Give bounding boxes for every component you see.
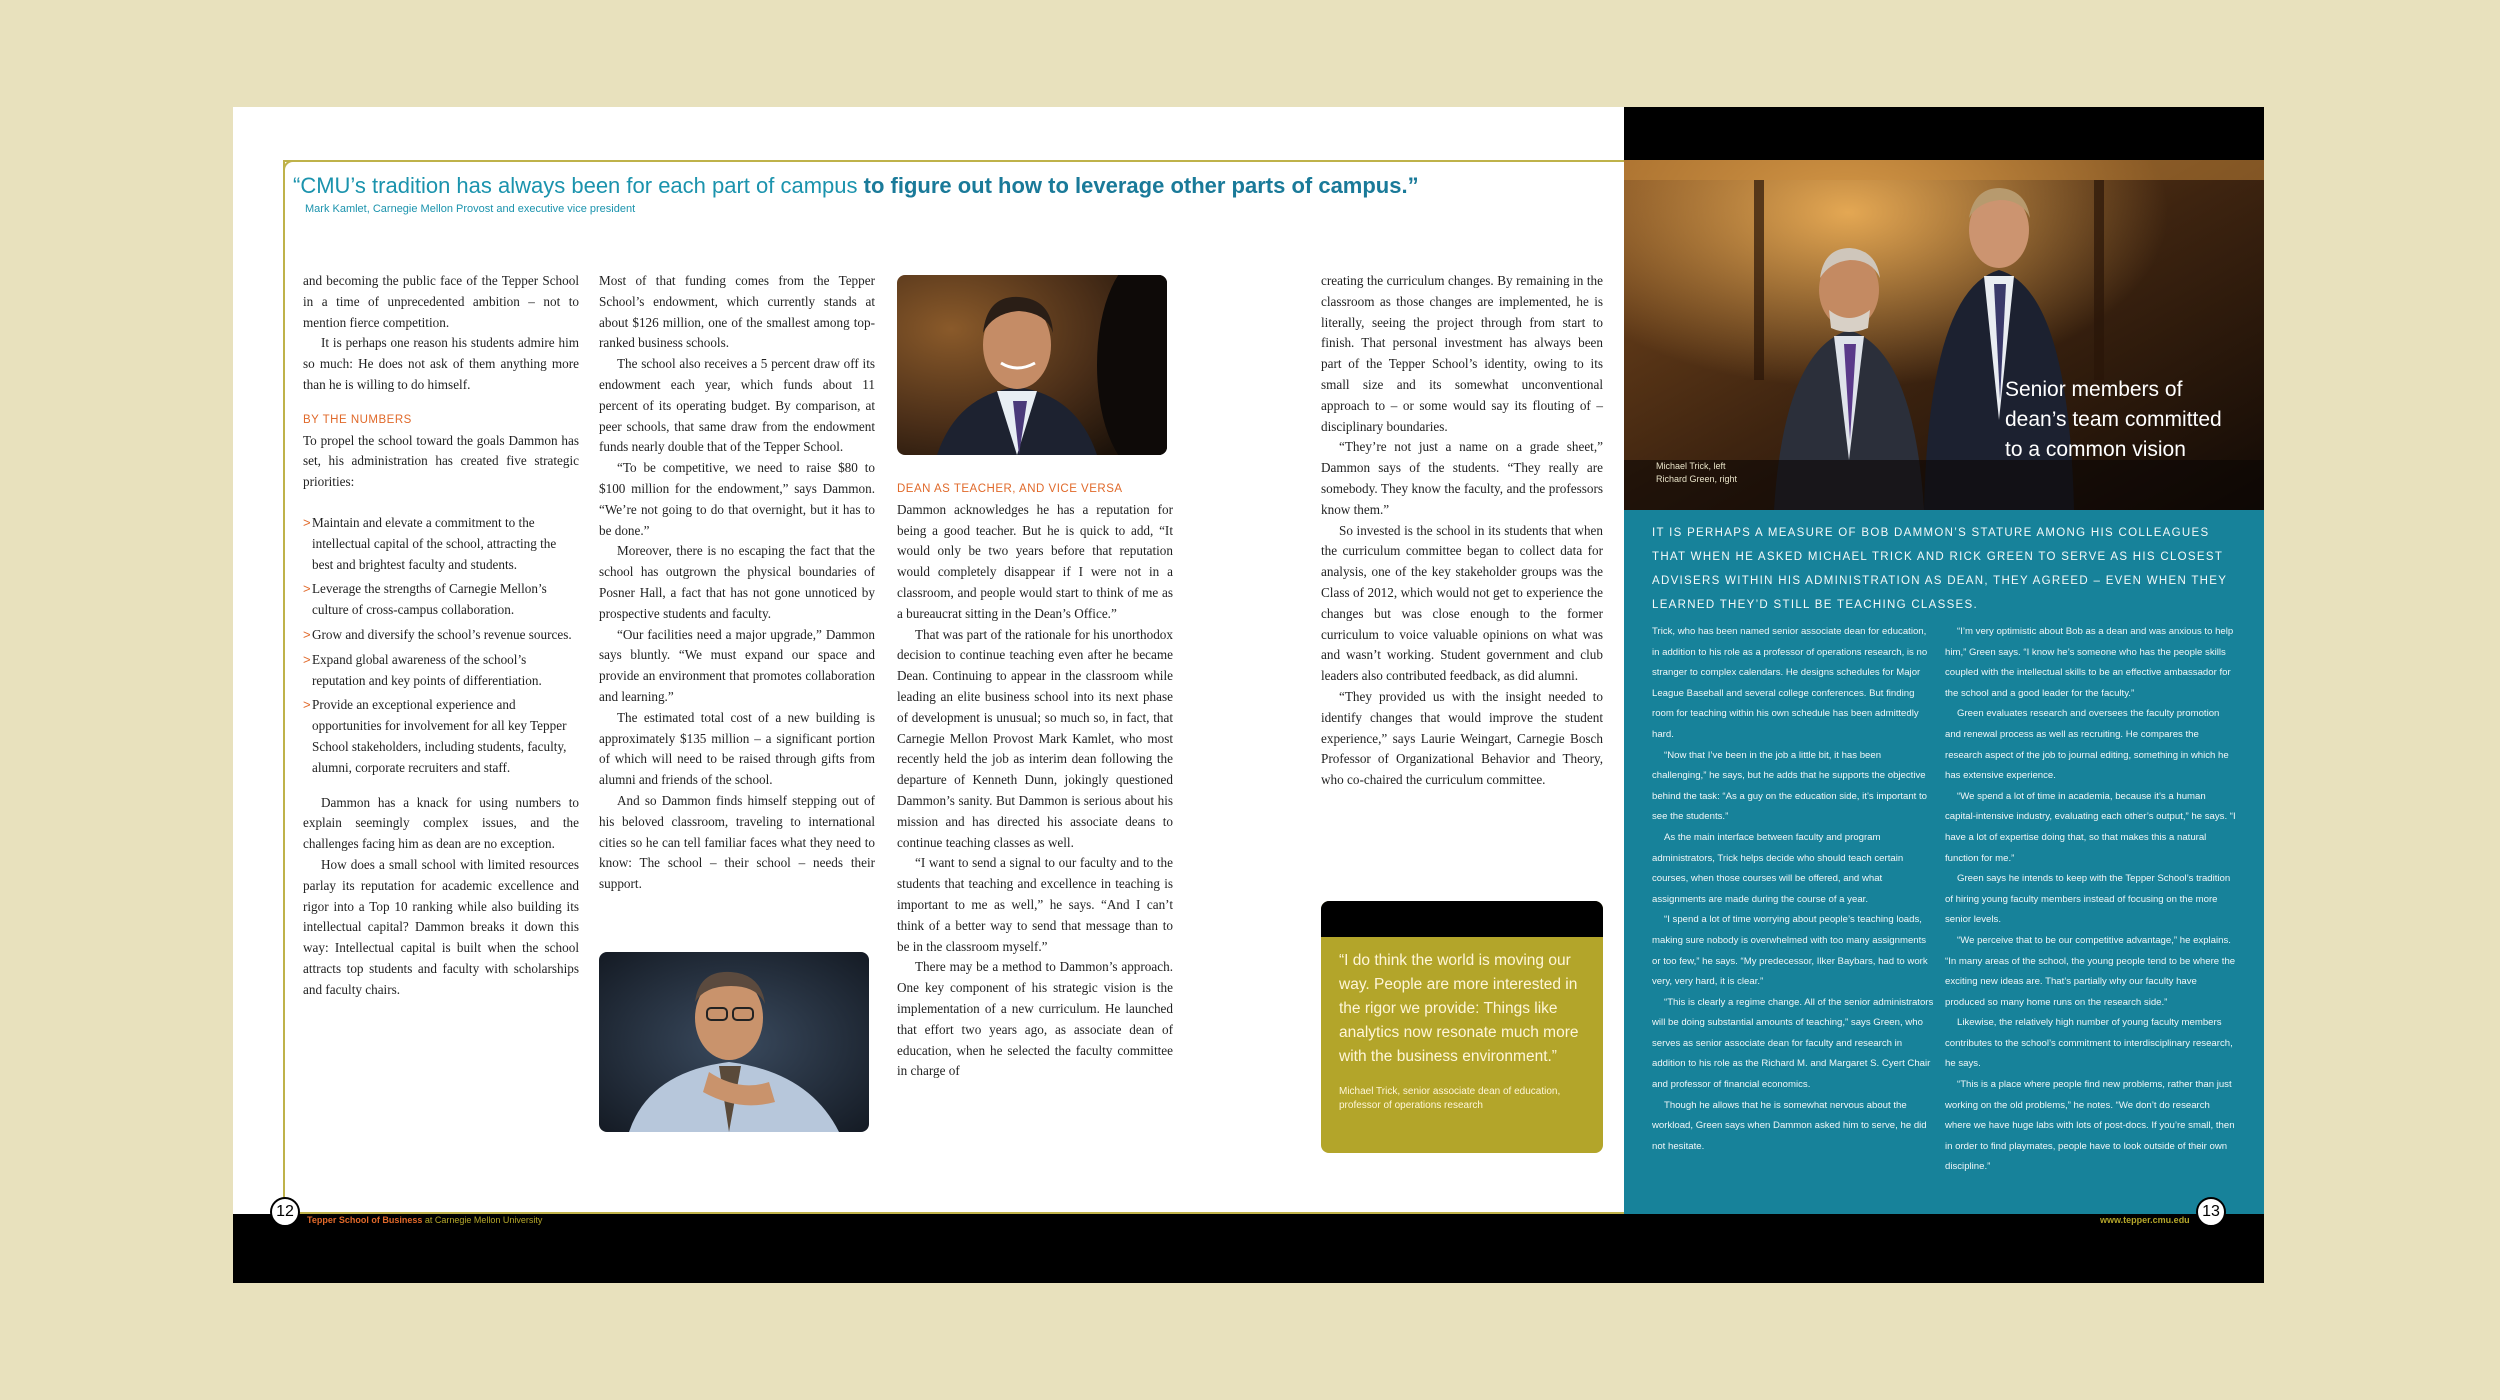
magazine-spread [233, 107, 2264, 1283]
right-page-number: 13 [2196, 1197, 2226, 1227]
footer-publication: Tepper School of Business at Carnegie Mellon University [307, 1215, 543, 1225]
dammon-portrait-photo [897, 275, 1167, 455]
photo-caption: Senior members of dean’s team committed to a common vision [2005, 378, 2222, 461]
photo-credit: Michael Trick, left Richard Green, right [1656, 461, 1738, 484]
sidebar-column-left: Trick, who has been named senior associate dean for education, in addition to his role as a professor of operations research, is no stranger to complex calendars. He designs schedules for Major League Baseball and several college conferences. But finding room for teaching within his own schedule has been admittedly hard. “Now that I’ve been in the job a little bit, it has been challenging,” he says, but he adds that he supports the objective behind the task: “As a guy on the education side, it’s important to see the students.” As the main interface between faculty and program administrators, Trick helps decide who should teach certain courses, when those courses will be offered, and what assignments are made during the course of a year. “I spend a lot of time worrying about people’s teaching loads, making sure nobody is overwhelmed with too many assignments or too few,” he says. “My predecessor, Ilker Baybars, had to work very, very hard, it is clear.” “This is clearly a regime change. All of the senior administrators will be doing substantial amounts of teaching,” says Green, who serves as senior associate dean for faculty and research in addition to his role as the Richard M. and Margaret S. Cyert Chair and professor of financial economics. Though he allows that he is somewhat nervous about the workload, Green says when Dammon asked him to serve, he did not hesitate. [1652, 626, 1934, 1152]
pull-quote-attribution: Michael Trick, senior associate dean of education, professor of operations research [1339, 1086, 1561, 1111]
right-page-top-bar [1624, 107, 2264, 160]
frame-left-line [283, 160, 285, 1220]
subhead-dean-as-teacher: DEAN AS TEACHER, AND VICE VERSA [897, 483, 1123, 495]
article-column-2: Most of that funding comes from the Tepper School’s endowment, which currently stands at about $126 million, one of the smallest among top-ranked business schools. The school also receives a 5 percent draw off its endowment each year, which funds about 11 percent of its operating budget. By comparison, at peer schools, that same draw from the endowment funds nearly double that of the Tepper School. “To be competitive, we need to raise $80 to $100 million for the endowment,” says Dammon. “We’re not going to do that overnight, but it has to be done.” Moreover, there is no escaping the fact that the school has outgrown the physical boundaries of Posner Hall, a fact that has not gone unnoticed by prospective students and faculty. “Our facilities need a major upgrade,” Dammon says bluntly. “We must expand our space and provide an environment that promotes collaboration and learning.” The estimated total cost of a new building is approximately $135 million – a significant portion of which will need to be raised through gifts from alumni and friends of the school. And so Dammon finds himself stepping out of his beloved classroom, traveling to international cities so he can tell familiar faces what they need to know: The school – their school – needs their support. [599, 273, 875, 892]
header-pull-quote: “CMU’s tradition has always been for each part of campus to figure out how to leverage other parts of campus.” [293, 173, 1419, 198]
list-item: > Maintain and elevate a commitment to the intellectual capital of the school, attracting the best and brightest faculty and students. [303, 513, 579, 575]
list-item: > Provide an exceptional experience and opportunities for involvement for all key Tepper School stakeholders, including students, faculty, alumni, corporate recruiters and staff. [303, 695, 579, 778]
sidebar-column-right: “I’m very optimistic about Bob as a dean and was anxious to help him,” Green says. “I know he’s someone who has the people skills coupled with the intellectual skills to be an effective ambassador for the school and a good leader for the faculty.” Green evaluates research and oversees the faculty promotion and renewal process as well as recruiting. He compares the research aspect of the job to journal editing, something in which he has extensive experience. “We spend a lot of time in academia, because it’s a human capital-intensive industry, evaluating each other’s output,” he says. “I have a lot of expertise doing that, so that makes this a natural function for me.” Green says he intends to keep with the Tepper School’s tradition of hiring young faculty members instead of focusing on the more senior levels. “We perceive that to be our competitive advantage,” he explains. “In many areas of the school, the young people tend to be where the exciting new ideas are. That’s partially why our faculty have produced so many home runs on the research side.” Likewise, the relatively high number of young faculty members contributes to the school’s commitment to interdisciplinary research, he says. “This is a place where people find new problems, rather than just working on the old problems,” he notes. “We don’t do research where we have huge labs with lots of post-docs. If you’re small, then in order to find playmates, people have to look outside of their own discipline.” [1945, 626, 2236, 1173]
left-page-number: 12 [270, 1197, 300, 1227]
sidebar-intro: IT IS PERHAPS A MEASURE OF BOB DAMMON’S STATURE AMONG HIS COLLEAGUES THAT WHEN HE ASKED MICHAEL TRICK AND RICK GREEN TO SERVE AS HIS CLOSEST ADVISERS WITHIN HIS ADMINISTRATION AS DEAN, THEY AGREED – EVEN WHEN THEY LEARNED THEY’D STILL BE TEACHING CLASSES. [1652, 527, 2227, 611]
subhead-by-the-numbers: BY THE NUMBERS [303, 413, 412, 426]
pull-quote-cap [1321, 901, 1603, 937]
frame-top-line [283, 160, 1624, 162]
pull-quote-box [1321, 901, 1603, 1153]
article-column-1: and becoming the public face of the Tepper School in a time of unprecedented ambition – not to mention fierce competition. It is perhaps one reason his students admire him so much: He does not ask of them anything more than he is willing to do himself. BY THE NUMBERS To propel the school toward the goals Dammon has set, his administration has created five strategic priorities: > Maintain and elevate a commitment to the intellectual capital of the school, attracting the best and brightest faculty and students. > Leverage the strengths of Carnegie Mellon’s culture of cross-campus collaboration. > Grow and diversify the school’s revenue sources. > Expand global awareness of the school’s reputation and key points of differentiation. > Provide an exceptional experience and opportunities for involvement for all key Tepper School stakeholders, including students, faculty, alumni, corporate recruiters and staff. Dammon has a knack for using numbers to explain seemingly complex issues, and the challenges facing him as dean are no exception. How does a small school with limited resources parlay its reputation for academic excellence and rigor into a Top 10 ranking while also building its intellectual capital? Dammon breaks it down this way: Intellectual capital is built when the school attracts top students and faculty with scholarships and faculty chairs. [303, 271, 579, 1001]
strategic-priorities-list [303, 513, 579, 779]
list-item: > Grow and diversify the school’s revenue sources. [303, 625, 579, 646]
pull-quote-text: “I do think the world is moving our way. People are more interested in the rigor we provide: Things like analytics now resonate much more with the business environment.” [1339, 952, 1579, 1065]
dammon-seated-photo [599, 952, 869, 1132]
footer-url-link[interactable]: www.tepper.cmu.edu [2100, 1215, 2190, 1225]
article-column-3: DEAN AS TEACHER, AND VICE VERSA Dammon acknowledges he has a reputation for being a good teacher. But he is quick to add, “It would only be two years before that reputation would completely disappear if I were not in a classroom, and people would start to think of me as a bureaucrat sitting in the Dean’s Office.” That was part of the rationale for his unorthodox decision to continue teaching even after he became Dean. Continuing to appear in the classroom while leading an elite business school into its next phase of development is unusual; so much so, in fact, that Carnegie Mellon Provost Mark Kamlet, who most recently held the job as interim dean following the departure of Kenneth Dunn, jokingly questioned Dammon’s sanity. But Dammon is serious about his mission and has directed his associate deans to continue teaching classes as well. “I want to send a signal to our faculty and to the students that teaching and excellence in teaching is important to me as well,” he says. “And I can’t think of a better way to send that message than to be in the classroom myself.” There may be a method to Dammon’s approach. One key component of his strategic vision is the implementation of a new curriculum. He launched that effort two years ago, as associate dean of education, when he selected the faculty committee in charge of [897, 479, 1173, 1082]
list-item: > Leverage the strengths of Carnegie Mellon’s culture of cross-campus collaboration. [303, 579, 579, 621]
article-column-4: creating the curriculum changes. By remaining in the classroom as those changes are implemented, he is literally, seeing the project through from start to finish. That personal investment has always been part of the Tepper School’s identity, owing to its small size and its somewhat unconventional approach to – or some would say its flouting of – disciplinary boundaries. “They’re not just a name on a grade sheet,” Dammon says of the students. “They really are somebody. They know the faculty, and the professors know them.” So invested is the school in its students that when the curriculum committee began to collect data for analysis, one of the key stakeholder groups was the Class of 2012, which would not get to experience the changes but was close enough to the former curriculum to voice valuable opinions on what was and wasn’t working. Student government and club leaders also contributed feedback, as did alumni. “They provided us with the insight needed to identify changes that would improve the student experience,” says Laurie Weingart, Carnegie Bosch Professor of Organizational Behavior and Theory, who co-chaired the curriculum committee. [1321, 273, 1603, 788]
list-item: > Expand global awareness of the school’s reputation and key points of differentiation. [303, 650, 579, 692]
header-quote-attribution: Mark Kamlet, Carnegie Mellon Provost and executive vice president [305, 203, 636, 215]
